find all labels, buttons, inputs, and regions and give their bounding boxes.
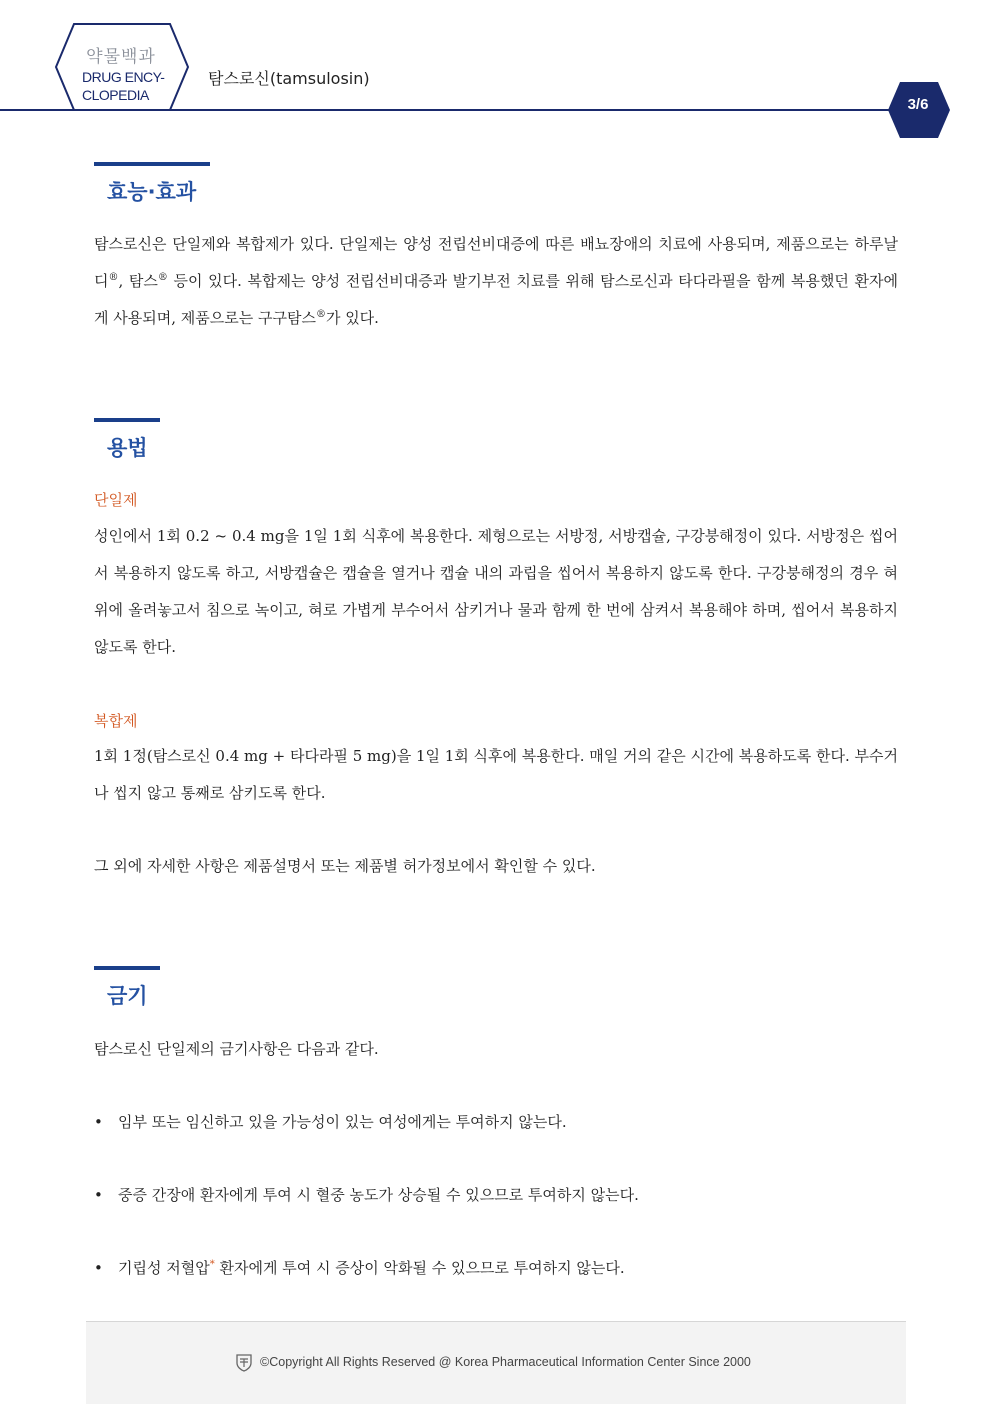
list-item-text: 임부 또는 임신하고 있을 가능성이 있는 여성에게는 투여하지 않는다.	[118, 1113, 567, 1131]
document-title: 탐스로신(tamsulosin)	[208, 69, 370, 88]
list-item-text: 환자에게 투여 시 증상이 악화될 수 있으므로 투여하지 않는다.	[214, 1259, 625, 1277]
footnote-mark: *	[209, 1259, 215, 1270]
section-title: 용법	[107, 436, 148, 460]
section-contraindications-heading	[94, 966, 898, 1010]
dosage-note: 그 외에 자세한 사항은 제품설명서 또는 제품별 허가정보에서 확인할 수 있다.	[94, 857, 596, 875]
subheading-single: 단일제	[94, 491, 138, 509]
bullet-icon: •	[94, 1186, 103, 1204]
org-emblem-icon	[236, 1354, 252, 1372]
text-run: 등이 있다. 복합제는 양성 전립선비대증과 발기부전 치료를 위해 탐스로신과 타다라필을 함께 복용했던 환자에게 사용되며, 제품으로는 구구탐스	[94, 272, 898, 327]
page-number: 3/6	[907, 96, 929, 113]
section-bar	[94, 418, 160, 422]
text-run: 가 있다.	[325, 309, 379, 327]
combination-dosage-paragraph: 1회 1정(탐스로신 0.4 mg + 타다라필 5 mg)을 1일 1회 식후에 복용한다. 매일 거의 같은 시간에 복용하도록 한다. 부수거나 씹지 않고 통째로 삼키도록 한다.	[94, 747, 898, 802]
contraindications-intro: 탐스로신 단일제의 금기사항은 다음과 같다.	[94, 1040, 379, 1058]
efficacy-paragraph	[94, 226, 898, 337]
registered-mark: ®	[108, 272, 119, 283]
section-bar	[94, 162, 210, 166]
list-item-text: 중증 간장애 환자에게 투여 시 혈중 농도가 상승될 수 있으므로 투여하지 않는다.	[118, 1186, 639, 1204]
subheading-combination: 복합제	[94, 712, 138, 730]
list-item	[94, 1256, 898, 1280]
registered-mark: ®	[315, 309, 326, 320]
section-title: 효능·효과	[107, 180, 197, 204]
logo-english	[82, 68, 166, 104]
section-dosage-heading	[94, 418, 898, 462]
section-title: 금기	[107, 984, 148, 1008]
text-run: , 탐스	[118, 272, 158, 290]
logo-english-line1: DRUG ENCY-	[82, 69, 165, 85]
logo-korean: 약물백과	[86, 47, 156, 67]
list-item	[94, 1110, 898, 1134]
single-dosage-paragraph: 성인에서 1회 0.2 ~ 0.4 mg을 1일 1회 식후에 복용한다. 제형으로는 서방정, 서방캡슐, 구강붕해정이 있다. 서방정은 씹어서 복용하지 않도록 하고, 서방캡슐은 캡슐을 열거나 캡슐 내의 과립을 씹어서 복용하지 않도록 한다. 구강붕해정의 경우 혀 위에 올려놓고서 침으로 녹이고, 혀로 가볍게 부수어서 삼키거나 물과 함께 한 번에 삼켜서 복용해야 하며, 씹어서 복용하지 않도록 한다.	[94, 527, 898, 656]
copyright-text: ©Copyright All Rights Reserved @ Korea Pharmaceutical Information Center Since 2000	[260, 1355, 751, 1369]
page-header	[0, 0, 992, 140]
list-item	[94, 1183, 898, 1207]
section-efficacy-heading	[94, 162, 898, 206]
bullet-icon: •	[94, 1113, 103, 1131]
page-footer	[86, 1321, 906, 1404]
bullet-icon: •	[94, 1259, 103, 1277]
text-run: 탐스로신은 단일제와 복합제가 있다. 단일제는 양성 전립선비대증에 따른 배뇨장애의 치료에 사용되며, 제품으로는 하루날디	[94, 235, 898, 290]
registered-mark: ®	[157, 272, 168, 283]
section-bar	[94, 966, 160, 970]
list-item-text: 기립성 저혈압	[118, 1259, 210, 1277]
logo-english-line2: CLOPEDIA	[82, 87, 149, 103]
